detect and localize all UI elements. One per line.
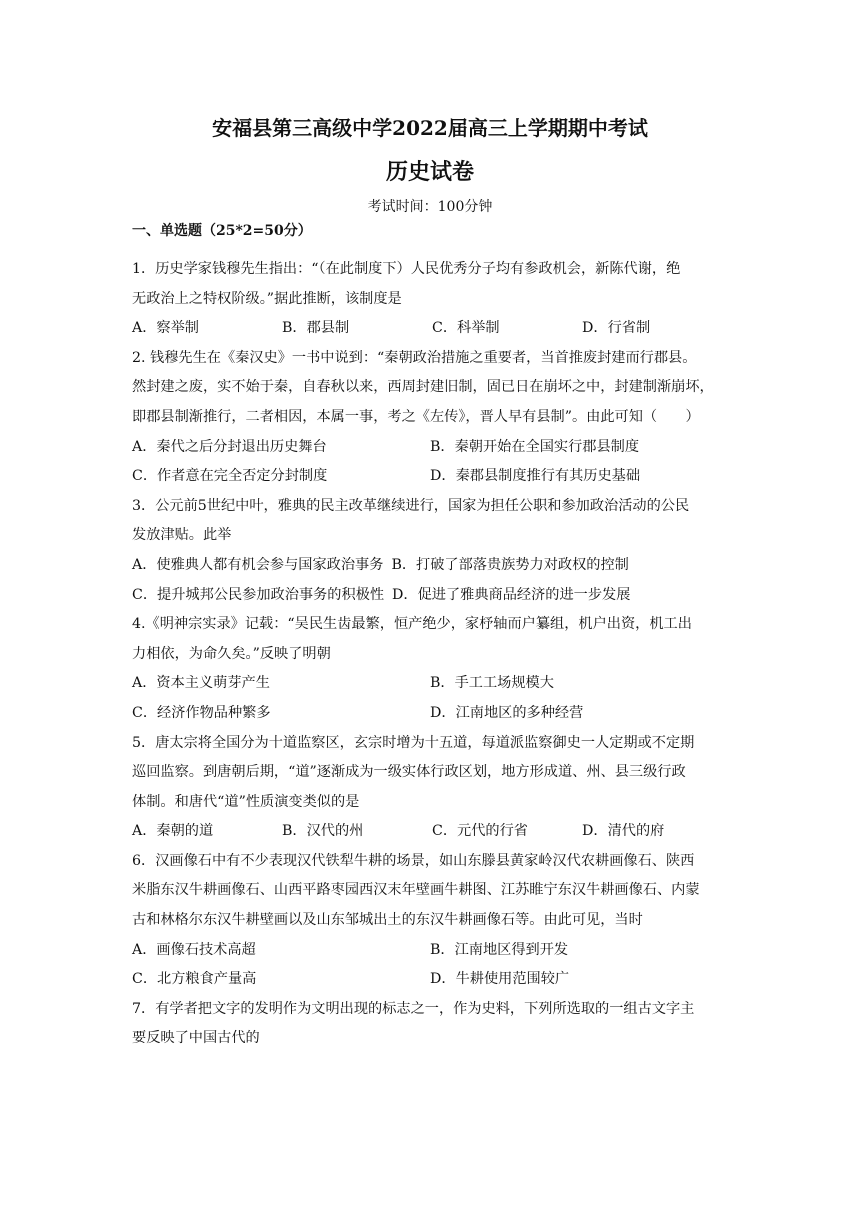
question-text-line: 即郡县制渐推行，二者相因，本属一事，考之《左传》，晋人早有县制”。由此可知（ ）: [132, 408, 700, 425]
question-3: [132, 492, 732, 610]
option-b: B．打破了部落贵族势力对政权的控制: [391, 556, 629, 573]
question-list: [132, 255, 732, 1054]
question-text-line: 5．唐太宗将全国分为十道监察区，玄宗时增为十五道，每道派监察御史一人定期或不定期: [132, 734, 695, 751]
option-d: D．清代的府: [582, 823, 665, 840]
question-7: [132, 995, 732, 1054]
option-c: C．经济作物品种繁多: [132, 704, 271, 721]
option-d: D．行省制: [582, 320, 651, 337]
question-4: [132, 610, 732, 728]
option-a: A．画像石技术高超: [132, 941, 256, 958]
question-text-line: 古和林格尔东汉牛耕壁画以及山东邹城出土的东汉牛耕画像石等。由此可见，当时: [132, 912, 643, 929]
exam-subject: 历史试卷: [385, 159, 474, 185]
question-text-line: 发放津贴。此举: [132, 527, 232, 544]
option-a: A．使雅典人都有机会参与国家政治事务: [132, 556, 384, 573]
question-5: [132, 729, 732, 847]
options-row: [132, 314, 732, 344]
exam-title: 安福县第三高级中学2022届高三上学期期中考试: [212, 116, 648, 140]
option-a: A．察举制: [132, 320, 199, 337]
question-text-line: 4.《明神宗实录》记载：“吴民生齿最繁，恒产绝少，家杼轴而户纂组，机户出资，机工出: [132, 616, 692, 633]
question-text-line: 要反映了中国古代的: [132, 1030, 260, 1047]
question-text-line: 7．有学者把文字的发明作为文明出现的标志之一，作为史料，下列所选取的一组古文字主: [132, 1000, 695, 1017]
option-b: B．秦朝开始在全国实行郡县制度: [430, 438, 640, 455]
option-c: C．提升城邦公民参加政治事务的积极性: [132, 586, 385, 603]
option-b: B．汉代的州: [282, 823, 364, 840]
option-c: C．科举制: [432, 320, 500, 337]
question-text-line: 1．历史学家钱穆先生指出：“（在此制度下）人民优秀分子均有参政机会，新陈代谢，绝: [132, 261, 681, 277]
question-text-line: 3．公元前5世纪中叶，雅典的民主改革继续进行，国家为担任公职和参加政治活动的公民: [132, 497, 690, 514]
options-row: [132, 965, 732, 995]
option-d: D．促进了雅典商品经济的进一步发展: [392, 586, 631, 603]
options-row: [132, 462, 732, 492]
option-b: B．江南地区得到开发: [430, 941, 569, 958]
option-a: A．秦代之后分封退出历史舞台: [132, 438, 327, 455]
question-text-line: 巡回监察。到唐朝后期，“道”逐渐成为一级实体行政区划，地方形成道、州、县三级行政: [132, 764, 686, 781]
options-row: [132, 817, 732, 847]
options-row: [132, 669, 732, 699]
options-row: [132, 551, 732, 581]
option-a: A．资本主义萌芽产生: [132, 675, 270, 692]
section-heading: 一、单选题（25*2=50分）: [132, 223, 312, 239]
option-a: A．秦朝的道: [132, 823, 214, 840]
option-d: D．秦郡县制度推行有其历史基础: [430, 468, 641, 485]
option-b: B．郡县制: [282, 320, 350, 337]
option-c: C．元代的行省: [432, 823, 528, 840]
exam-time: 考试时间：100分钟: [367, 199, 493, 215]
question-text-line: 2. 钱穆先生在《秦汉史》一书中说到：“秦朝政治措施之重要者，当首推废封建而行郡县。: [132, 349, 697, 366]
option-b: B．手工工场规模大: [430, 675, 554, 692]
question-6: [132, 847, 732, 995]
option-d: D．牛耕使用范围较广: [430, 971, 570, 988]
options-row: [132, 699, 732, 729]
question-2: [132, 344, 732, 492]
question-text-line: 6．汉画像石中有不少表现汉代铁犁牛耕的场景，如山东滕县黄家岭汉代农耕画像石、陕西: [132, 852, 695, 869]
option-c: C．北方粮食产量高: [132, 971, 257, 988]
options-row: [132, 433, 732, 463]
question-text-line: 体制。和唐代“道”性质演变类似的是: [132, 793, 360, 810]
question-text-line: 米脂东汉牛耕画像石、山西平路枣园西汉末年壁画牛耕图、江苏睢宁东汉牛耕画像石、内蒙: [132, 882, 700, 899]
question-text-line: 力相依，为命久矣。”反映了明朝: [132, 645, 331, 662]
question-text-line: 然封建之废，实不始于秦，自春秋以来，西周封建旧制，固已日在崩坏之中，封建制渐崩坏，: [132, 379, 714, 396]
option-d: D．江南地区的多种经营: [430, 704, 584, 721]
options-row: [132, 936, 732, 966]
options-row: [132, 581, 732, 611]
question-1: [132, 255, 732, 344]
question-text-line: 无政治上之特权阶级。”据此推断，该制度是: [132, 290, 402, 307]
option-c: C．作者意在完全否定分封制度: [132, 468, 328, 485]
